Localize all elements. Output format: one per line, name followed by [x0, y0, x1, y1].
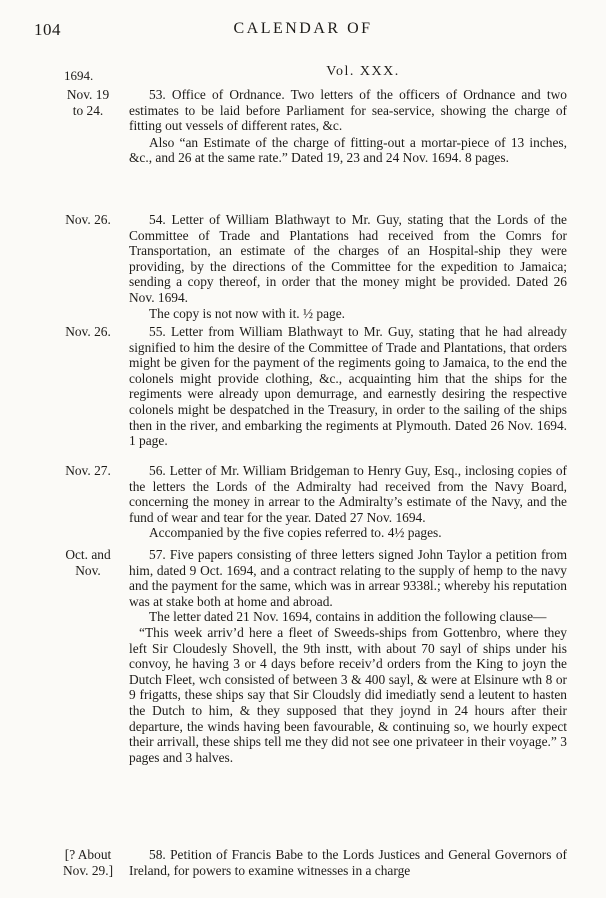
- entry-text: 56. Letter of Mr. William Bridgeman to Henry Guy, Esq., inclosing copies of the letters the Lords of the Admiralty had received from the Navy Board, concerning the money in arrear to the Admiralty’s estimate of the Navy, and the fund of wear and tear for the year. Dated 27 Nov. 1694. Accompanied by the five copies referred to. 4½ pages.: [129, 463, 567, 541]
- entry-date: Nov. 26.: [65, 324, 111, 339]
- page-number: 104: [34, 20, 61, 39]
- year-marginal: 1694.: [64, 68, 94, 83]
- entry-text: 57. Five papers consisting of three letters signed John Taylor a petition from him, dated 9 Oct. 1694, and a contract relating to the supply of hemp to the navy and the payment for the same, which was in arrear 9338l.; whereby his reputation was at stake both at home and abroad. The letter dated 21 Nov. 1694, contains in addition the following clause— “This week arriv’d here a fleet of Sweeds-ships from Gottenbro, where they left Sir Cloudesly Shovell, the 9th instt, with about 70 sayl of ships under his convoy, he having 3 or 4 days before receiv’d orders from the King to joyn the Dutch Fleet, wch consisted of between 3 & 400 sayl, & were at Elsinure wth 8 or 9 frigatts, these ships say that Sir Cloudsly did imediatly send a leutent to hasten the Dutch to him, & they supposed that they joynd in 24 hours after their departure, the winds having been favourable, & continuing so, we hourly expect their arrivall, these ships tell me they did not see one privateer in their voyage.” 3 pages and 3 halves.: [129, 547, 567, 765]
- running-title: CALENDAR OF: [233, 20, 373, 37]
- volume-heading: Vol. XXX.: [326, 64, 400, 79]
- entry-text: 54. Letter of William Blathwayt to Mr. Guy, stating that the Lords of the Committee of Trade and Plantations had received from the Comrs for Transportation, an estimate of the charges of an Hospital-ship they were providing, by the directions of the Committee for the expedition to Jamaica; sending a copy thereof, in order that the money might be provided. Dated 26 Nov. 1694. The copy is not now with it. ½ page.: [129, 212, 567, 321]
- entry-text: 55. Letter from William Blathwayt to Mr. Guy, stating that he had already signified to him the desire of the Committee of Trade and Plantations, that orders might be given for the payment of the regiments going to Jamaica, to the end the colonels might provide clothing, &c., acquainting him that the ships for the regiments were already upon demurrage, and earnestly desiring the respective colonels might be despatched in the Treasury, in order to the sailing of the ships then in the river, and embarking the regiments at Plymouth. Dated 26 Nov. 1694. 1 page.: [129, 324, 567, 449]
- entry-date: Oct. and Nov.: [65, 547, 111, 578]
- entry-text: 53. Office of Ordnance. Two letters of the officers of Ordnance and two estimates to be laid before Parliament for sea-service, showing the charge of fitting out vessels of different rates, &c. Also “an Estimate of the charge of fitting-out a mortar-piece of 13 inches, &c., and 26 at the same rate.” Dated 19, 23 and 24 Nov. 1694. 8 pages.: [129, 87, 567, 166]
- entry-date: [? About Nov. 29.]: [62, 847, 114, 878]
- entry-date: Nov. 26.: [65, 212, 111, 227]
- page-header: [34, 20, 572, 44]
- entry-date: Nov. 19 to 24.: [66, 87, 110, 118]
- entry-text: 58. Petition of Francis Babe to the Lords Justices and General Governors of Ireland, for powers to examine witnesses in a charge: [129, 847, 567, 878]
- entry-date: Nov. 27.: [65, 463, 111, 478]
